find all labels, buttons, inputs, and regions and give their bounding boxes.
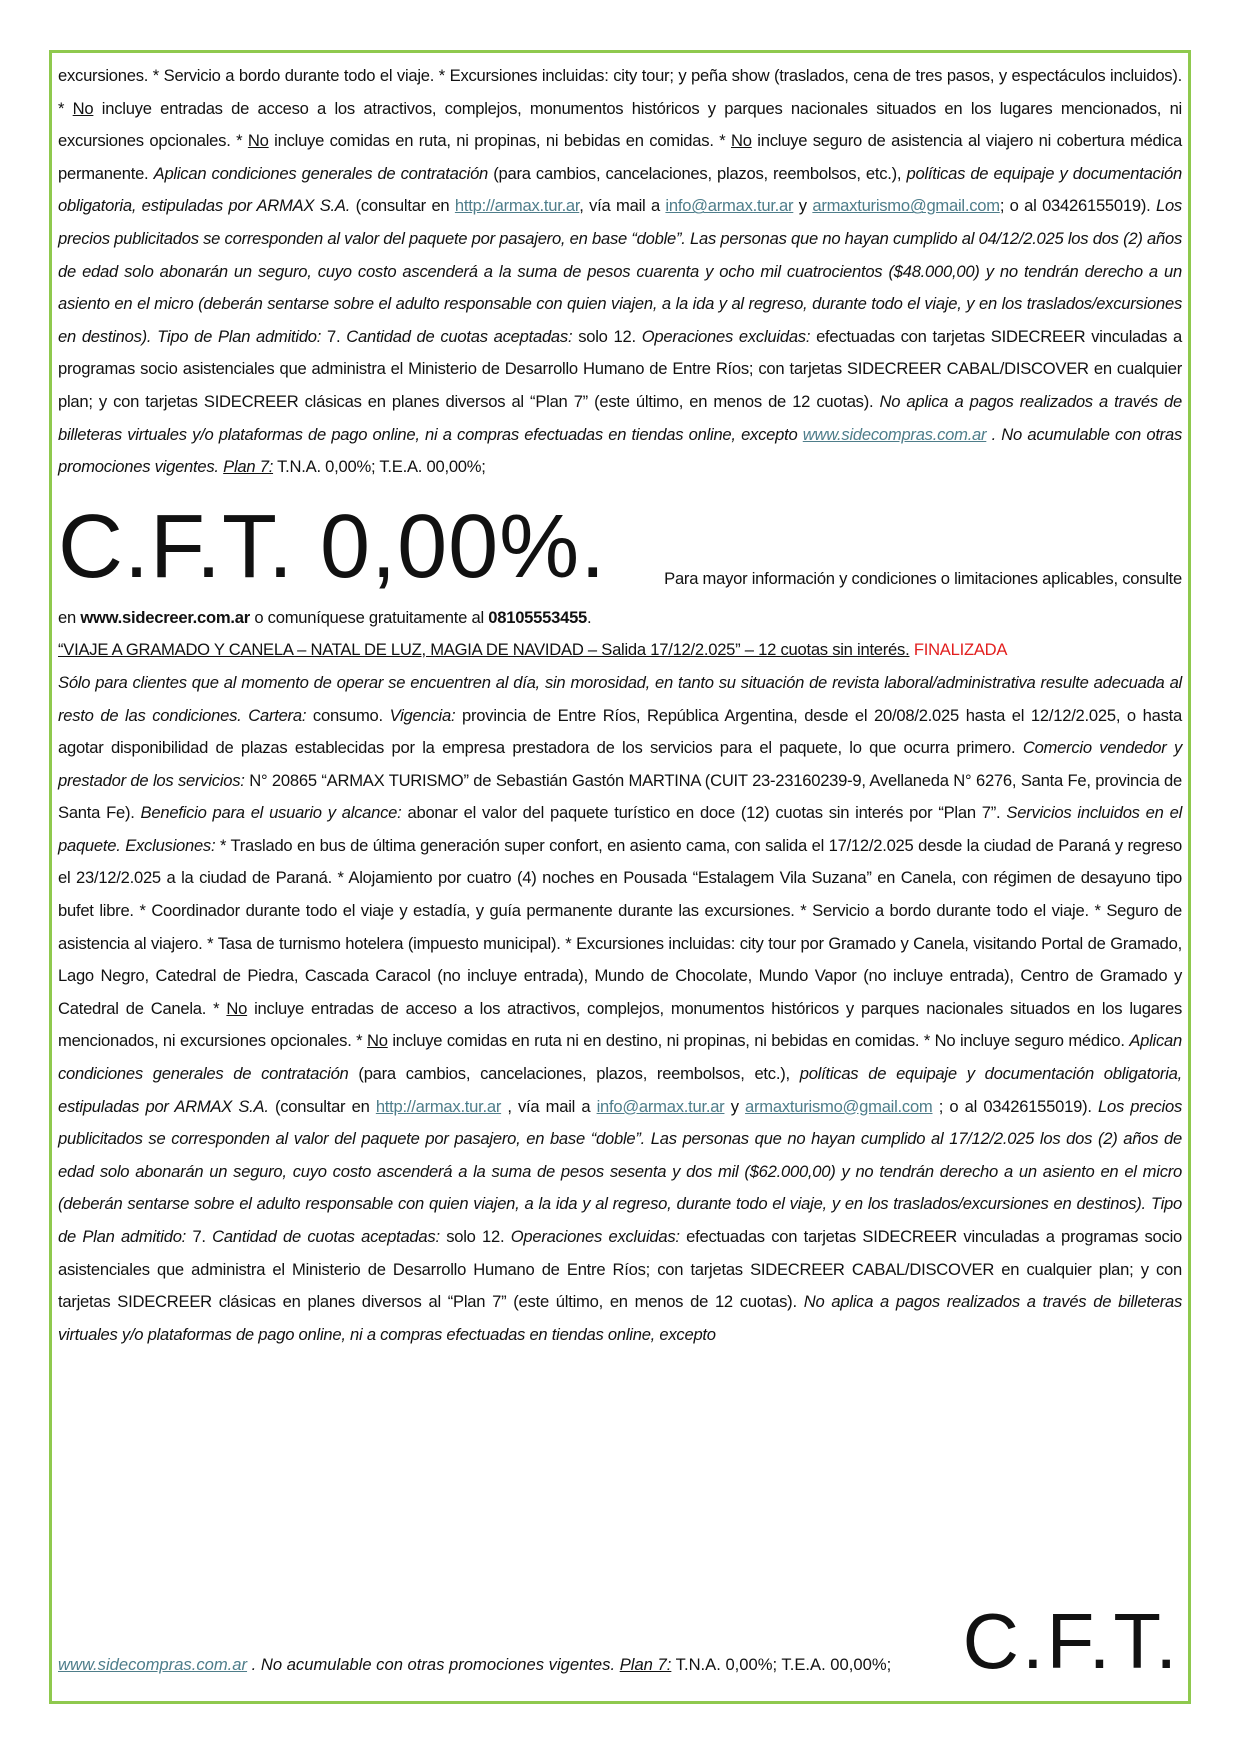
text: 7. <box>321 326 347 346</box>
italic-text: políticas de equipaje y documentación obligatoria, estipuladas por ARMAX S.A. <box>58 163 1183 216</box>
italic-text: Operaciones excluidas: <box>510 1227 680 1246</box>
contact-phone: 08105553455 <box>488 607 588 627</box>
cft-large-text: C.F.T. <box>962 1597 1180 1685</box>
text: (consultar en <box>350 196 455 216</box>
text: , vía mail a <box>579 196 666 216</box>
promo-title-line <box>58 634 1182 667</box>
promo-title: “VIAJE A GRAMADO Y CANELA – NATAL DE LUZ, MAGIA DE NAVIDAD – Salida 17/12/2.025” – 12 cuotas sin interés. <box>58 640 910 660</box>
italic-text: No aplica a pagos realizados a través de billeteras virtuales y/o plataformas de pago online, ni a compras efectuadas en tiendas online, excepto <box>58 391 1182 444</box>
document-body <box>58 60 1182 1351</box>
more-info-text: Para mayor información y condiciones o limitaciones aplicables, consulte <box>664 569 1182 589</box>
plan-label: Plan 7: <box>619 1655 672 1674</box>
text-no: No <box>72 98 94 118</box>
armax-website-link[interactable]: http://armax.tur.ar <box>454 196 580 216</box>
sidecreer-site: www.sidecreer.com.ar <box>80 607 250 627</box>
text: efectuadas con tarjetas SIDECREER vinculadas a programas socio asistenciales que administra el Ministerio de Desarrollo Humano de Entre Ríos; con tarjetas SIDECREER CABAL/DISCOVER en cualquier plan; y con tarjetas SIDECREER clásicas en planes diversos al “Plan 7” (este último, en menos de 12 cuotas). <box>58 1227 1183 1312</box>
paragraph-terms-previous <box>58 60 1182 484</box>
italic-text: Servicios incluidos en el paquete. Exclusiones: <box>58 803 1183 855</box>
text: T.N.A. 0,00%; T.E.A. 00,00%; <box>273 457 486 477</box>
text: . <box>587 607 592 627</box>
text: consumo. <box>306 705 390 725</box>
text: , vía mail a <box>501 1096 597 1116</box>
text: solo 12. <box>439 1227 511 1246</box>
cft-large-text: C.F.T. 0,00%. <box>58 496 607 597</box>
text: incluye entradas de acceso a los atractivos, complejos, monumentos históricos y parques nacionales situados en los lugares mencionados, ni excursiones opcionales. * <box>58 998 1182 1051</box>
italic-text: Operaciones excluidas: <box>641 326 811 346</box>
text: (consultar en <box>268 1096 376 1116</box>
text: solo 12. <box>572 326 642 346</box>
italic-text: . No acumulable con otras promociones vigentes. <box>58 424 1182 477</box>
text: incluye entradas de acceso a los atractivos, complejos, monumentos históricos y parques nacionales situados en los lugares mencionados, ni excursiones opcionales. * <box>58 98 1182 151</box>
italic-text: Sólo para clientes que al momento de operar se encuentren al día, sin morosidad, en tanto su situación de revista laboral/administrativa resulte adecuada al resto de las condiciones. Cartera: <box>58 672 1182 725</box>
text: (para cambios, cancelaciones, plazos, reembolsos, etc.), <box>348 1064 800 1084</box>
italic-text: Vigencia: <box>389 705 456 725</box>
cft-row <box>58 492 1182 602</box>
text: * Traslado en bus de última generación super confort, en asiento cama, con salida el 17/12/2.025 desde la ciudad de Paraná y regreso el 23/12/2.025 a la ciudad de Paraná. * Alojamiento por cuatro (4) noches en Pousada “Estalagem Vila Suzana” en Canela, con régimen de desayuno tipo bufet libre. * Coordinador durante todo el viaje y estadía, y guía permanente durante las excursiones. * Servicio a bordo durante todo el viaje. * Seguro de asistencia al viajero. * Tasa de turnismo hotelera (impuesto municipal). * Excursiones incluidas: city tour por Gramado y Canela, visitando Portal de Gramado, Lago Negro, Catedral de Piedra, Cascada Caracol (no incluye entrada), Mundo de Chocolate, Mundo Vapor (no incluye entrada), Centro de Gramado y Catedral de Canela. * <box>58 835 1183 1018</box>
text-no: No <box>731 131 752 151</box>
text: (para cambios, cancelaciones, plazos, reembolsos, etc.), <box>488 163 907 183</box>
italic-text: Comercio vendedor y prestador de los servicios: <box>58 738 1182 790</box>
text: en <box>58 607 81 627</box>
text-no: No <box>247 131 269 151</box>
text: incluye comidas en ruta, ni propinas, ni bebidas en comidas. * <box>268 131 732 151</box>
text: excursiones. * Servicio a bordo durante todo el viaje. * Excursiones incluidas: city tour; y peña show (traslados, cena de tres pasos, y espectáculos incluidos). * <box>58 66 1182 118</box>
info-email-link[interactable]: info@armax.tur.ar <box>596 1096 725 1116</box>
italic-text: No aplica a pagos realizados a través de billeteras virtuales y/o plataformas de pago online, ni a compras efectuadas en tiendas online, excepto <box>58 1292 1182 1344</box>
gmail-email-link[interactable]: armaxturismo@gmail.com <box>812 196 1000 216</box>
text: N° 20865 “ARMAX TURISMO” de Sebastián Gastón MARTINA (CUIT 23-23160239-9, Avellaneda N° 6276, Santa Fe, provincia de Santa Fe). <box>58 770 1182 823</box>
italic-text: . No acumulable con otras promociones vigentes. <box>247 1655 620 1674</box>
text: efectuadas con tarjetas SIDECREER vinculadas a programas socio asistenciales que administra el Ministerio de Desarrollo Humano de Entre Ríos; con tarjetas SIDECREER CABAL/DISCOVER en cualquier plan; y con tarjetas SIDECREER clásicas en planes diversos al “Plan 7” (este último, en menos de 12 cuotas). <box>58 326 1182 411</box>
text-no: No <box>226 998 248 1018</box>
italic-text: políticas de equipaje y documentación obligatoria, estipuladas por ARMAX S.A. <box>58 1064 1182 1116</box>
contact-line <box>58 602 1182 635</box>
italic-text: Cantidad de cuotas aceptadas: <box>212 1227 440 1246</box>
italic-text: Cantidad de cuotas aceptadas: <box>346 326 573 346</box>
final-terms <box>58 1655 891 1675</box>
text: y <box>793 196 813 216</box>
italic-text: Los precios publicitados se corresponden al valor del paquete por pasajero, en base “doble”. Las personas que no hayan cumplido al 04/12/2.025 los dos (2) años de edad solo abonarán un seguro, cuyo costo ascenderá a la suma de pesos cuarenta y ocho mil cuatrocientos ($48.000,00) y no tendrán derecho a un asiento en el micro (deberán sentarse sobre el adulto responsable con quien viajen, a la ida y al regreso, durante todo el viaje, y en los traslados/excursiones en destinos). Tipo de Plan admitido: <box>58 196 1182 346</box>
paragraph-terms-gramado <box>58 667 1182 1351</box>
sidecompras-link[interactable]: www.sidecompras.com.ar <box>58 1655 248 1674</box>
info-email-link[interactable]: info@armax.tur.ar <box>665 196 794 216</box>
italic-text: Los precios publicitados se corresponden al valor del paquete por pasajero, en base “doble”. Las personas que no hayan cumplido al 17/12/2.025 los dos (2) años de edad solo abonarán un seguro, cuyo costo ascenderá a la suma de pesos sesenta y dos mil ($62.000,00) y no tendrán derecho a un asiento en el micro (deberán sentarse sobre el adulto responsable con quien viajen, a la ida y al regreso, durante todo el viaje, y en los traslados/excursiones en destinos). Tipo de Plan admitido: <box>58 1096 1182 1246</box>
text: ; o al 03426155019). <box>999 196 1156 216</box>
text: o comuníquese gratuitamente al <box>249 607 489 627</box>
armax-website-link[interactable]: http://armax.tur.ar <box>375 1096 502 1116</box>
text: incluye seguro de asistencia al viajero ni cobertura médica permanente. <box>58 131 1182 183</box>
gmail-email-link[interactable]: armaxturismo@gmail.com <box>745 1096 933 1116</box>
italic-text: Aplican condiciones generales de contratación <box>153 163 489 183</box>
text: provincia de Entre Ríos, República Argentina, desde el 20/08/2.025 hasta el 12/12/2.025, o hasta agotar disponibilidad de plazas establecidas por la empresa prestadora de los servicios para el paquete, lo que ocurra primero. <box>58 705 1182 758</box>
text: abonar el valor del paquete turístico en doce (12) cuotas sin interés por “Plan 7”. <box>401 803 1007 823</box>
text: y <box>724 1096 746 1116</box>
status-finalizada: FINALIZADA <box>913 640 1008 660</box>
text: incluye comidas en ruta ni en destino, ni propinas, ni bebidas en comidas. * No incluye seguro médico. <box>387 1031 1130 1051</box>
italic-text: Aplican condiciones generales de contratación <box>58 1031 1182 1084</box>
text: ; o al 03426155019). <box>932 1096 1098 1116</box>
sidecompras-link[interactable]: www.sidecompras.com.ar <box>802 424 987 444</box>
text: 7. <box>186 1227 213 1246</box>
text: T.N.A. 0,00%; T.E.A. 00,00%; <box>671 1655 892 1674</box>
plan-label: Plan 7: <box>223 457 274 477</box>
text-no: No <box>367 1031 388 1051</box>
final-line <box>58 1585 1182 1685</box>
italic-text: Beneficio para el usuario y alcance: <box>140 803 402 823</box>
